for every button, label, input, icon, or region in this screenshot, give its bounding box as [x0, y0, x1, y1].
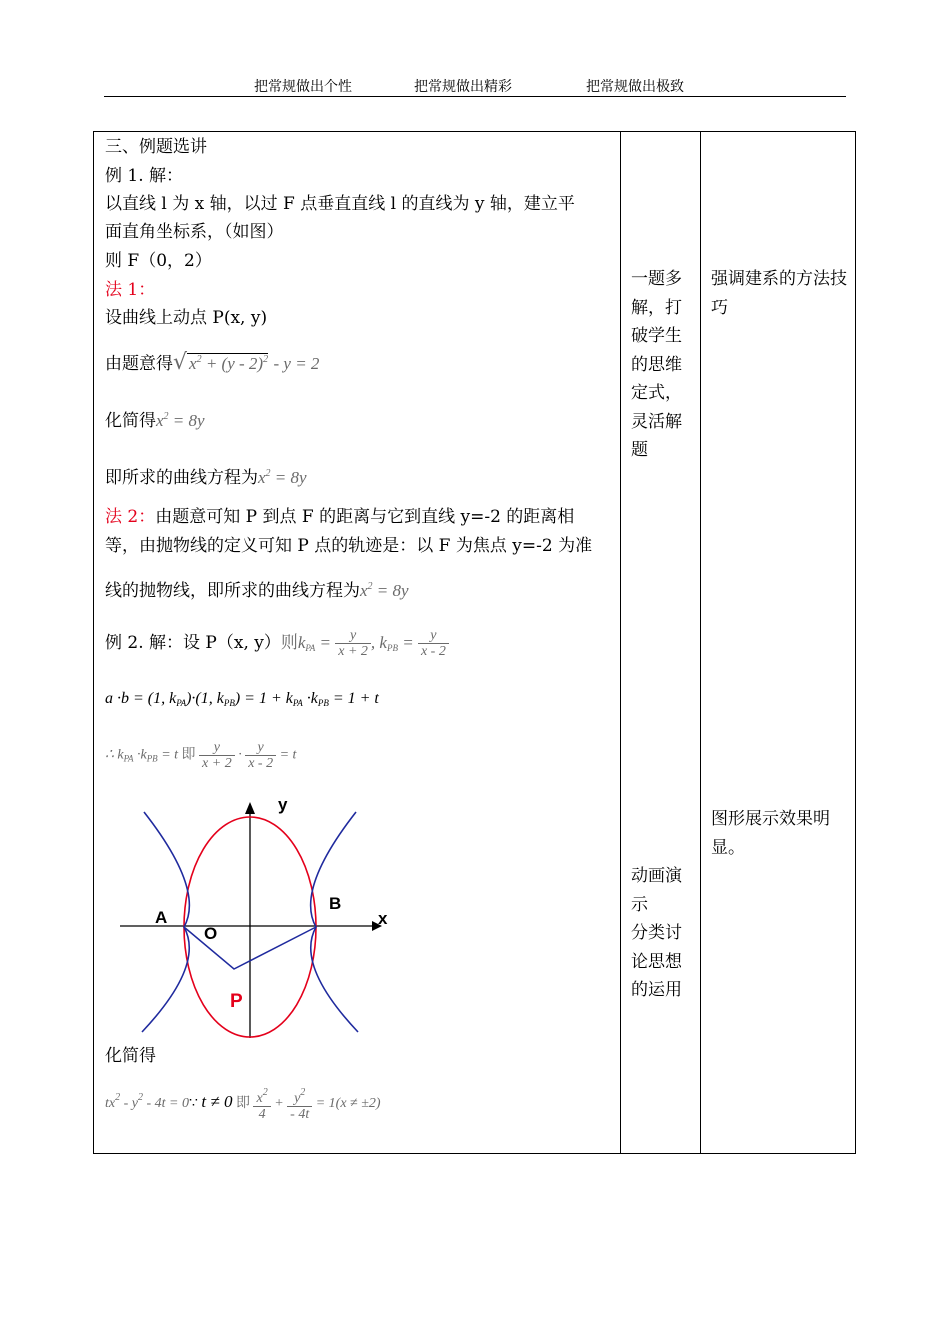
result-prefix: 即所求的曲线方程为: [105, 468, 258, 488]
example1-line2: 面直角坐标系，（如图）: [105, 222, 284, 242]
section-title: 三、例题选讲: [105, 137, 207, 157]
example2-kpb: , $k_{PB}$ =: [370, 633, 418, 653]
label-x: x: [378, 909, 388, 928]
final-label: 化简得: [105, 1046, 156, 1066]
header-motto-2: 把常规做出精彩: [414, 79, 512, 95]
example1-line1: 以直线 l 为 x 轴，以过 F 点垂直直线 l 的直线为 y 轴，建立平: [105, 194, 575, 214]
label-B: B: [329, 894, 342, 913]
example1-line3: 则 F（0，2）: [105, 251, 212, 271]
y-axis-arrow: [245, 802, 255, 814]
method1-equation: 由题意得√ $x^2 + (y - 2)^2 - y = 2$: [105, 350, 320, 375]
header-motto-1: 把常规做出个性: [254, 79, 352, 95]
method2-line2: 等，由抛物线的定义可知 P 点的轨迹是：以 F 为焦点 y=-2 为准: [105, 536, 593, 556]
label-O: O: [204, 924, 218, 943]
teaching-note-multiple-solutions: 一题多解，打破学生的思维定式，灵活解题: [631, 269, 682, 460]
hyperbola-right-branch: [311, 812, 358, 1032]
method1-eq-radicand: $x^2 + (y - 2)^2$: [189, 354, 269, 373]
teaching-note-animation: 动画演示 分类讨论思想的运用: [631, 866, 682, 1000]
method1-label: 法 1：: [105, 280, 156, 300]
dot-product-equation: a ·b = (1, $k_{PA})\cdot(1$, $k_{PB}) = 1 + k_{PA} \cdot k_{PB} = 1 + t$: [105, 690, 379, 708]
method2-line3-equation: $x^2 = 8y$: [360, 581, 409, 600]
column-divider-2: [700, 132, 701, 1153]
example2-kpb-fraction: $\frac{y}{x - 2}$: [418, 628, 449, 659]
method2-line3-prefix: 线的抛物线，即所求的曲线方程为: [105, 581, 360, 601]
ellipse-hyperbola-figure: [110, 790, 400, 1040]
header-motto-3: 把常规做出极致: [586, 79, 684, 95]
column-divider-1: [620, 132, 621, 1153]
label-y: y: [278, 795, 288, 814]
method1-line1: 设曲线上动点 P(x, y): [105, 308, 268, 328]
example2-kpa-fraction: $\frac{y}{x + 2}$: [335, 628, 371, 659]
example2-kpa: $k_{PA}$ =: [297, 633, 336, 653]
result-equation: $x^2 = 8y$: [258, 468, 307, 487]
example1-label: 例 1. 解：: [105, 166, 184, 186]
design-note-figure-effect: 图形展示效果明显。: [711, 809, 830, 858]
example2-line: [105, 628, 449, 663]
result-line: [105, 463, 307, 489]
example2-then: 则: [280, 633, 298, 653]
therefore-equation: ∴ $k_{PA} \cdot k_{PB} = t$ 即 $\frac{y}{x + 2}$ · $\frac{y}{x - 2}$ = t: [105, 740, 297, 771]
method1-eq-prefix: 由题意得: [105, 354, 173, 374]
example2-prefix: 例 2. 解：设 P（x, y）: [105, 633, 281, 653]
design-note-coordinate-system: 强调建系的方法技巧: [711, 269, 847, 318]
method2-text1: 由题意可知 P 到点 F 的距离与它到直线 y=-2 的距离相: [155, 507, 575, 527]
label-P: P: [230, 991, 243, 1012]
method2-line1: [105, 506, 574, 528]
simplify-equation: $x^2 = 8y$: [156, 411, 205, 430]
method1-eq-tail: - y = 2: [273, 354, 320, 373]
method2-line3: [105, 576, 409, 602]
page-header: [104, 74, 846, 97]
final-equation: $tx^2 - y^2 - 4t$ = 0∵ t ≠ 0 即 $\frac{x^2}{4}$ + $\frac{y^2}{- 4t}$ = 1(x ≠ ±2): [105, 1087, 381, 1123]
simplify-line: [105, 406, 205, 432]
simplify-prefix: 化简得: [105, 411, 156, 431]
label-A: A: [155, 908, 168, 927]
method2-label: 法 2：: [105, 507, 156, 527]
